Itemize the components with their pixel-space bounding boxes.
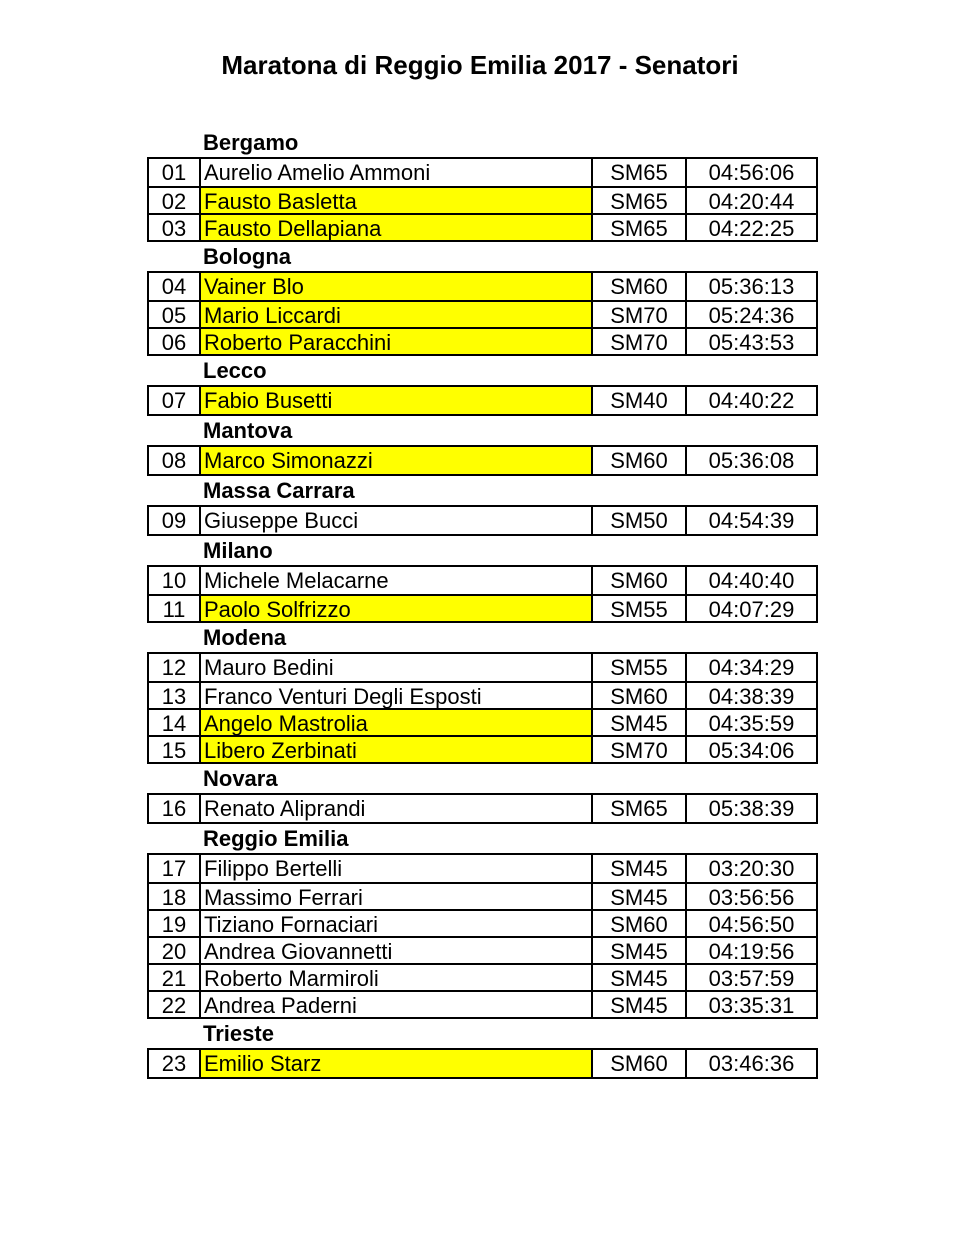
runner-name: Marco Simonazzi: [201, 447, 593, 474]
finish-time: 04:56:06: [708, 160, 795, 185]
row-number: 10: [149, 567, 201, 594]
group-header: Lecco: [203, 358, 267, 383]
row-number: 16: [149, 795, 201, 822]
row-number: 22: [149, 992, 201, 1017]
runner-name: Andrea Giovannetti: [201, 938, 593, 963]
group-block: [147, 565, 818, 623]
category: SM45: [593, 710, 687, 735]
group-block: [147, 652, 818, 764]
finish-time: 04:19:56: [708, 939, 795, 963]
row-number: 15: [149, 737, 201, 762]
finish-time: 04:34:29: [708, 655, 795, 680]
row-number: 02: [149, 188, 201, 213]
runner-name: Michele Melacarne: [201, 567, 593, 594]
table-row: [149, 567, 816, 594]
table-row: [149, 909, 816, 936]
table-row: [149, 936, 816, 963]
group-block: [147, 385, 818, 416]
runner-name: Renato Aliprandi: [201, 795, 593, 822]
category: SM65: [593, 159, 687, 186]
row-number: 03: [149, 215, 201, 240]
group-block: [147, 157, 818, 242]
group-block: [147, 271, 818, 356]
runner-name: Roberto Marmiroli: [201, 965, 593, 990]
runner-name: Massimo Ferrari: [201, 884, 593, 909]
table-row: [149, 159, 816, 186]
table-row: [149, 327, 816, 354]
finish-time: 03:46:36: [708, 1051, 795, 1076]
finish-time: 05:34:06: [708, 738, 795, 762]
table-row: [149, 213, 816, 240]
group-header: Mantova: [203, 418, 293, 443]
category: SM60: [593, 683, 687, 708]
table-row: [149, 990, 816, 1017]
row-number: 17: [149, 855, 201, 882]
finish-time: 04:35:59: [708, 711, 795, 735]
runner-name: Roberto Paracchini: [201, 329, 593, 354]
group-header: Milano: [203, 538, 273, 563]
table-row: [149, 507, 816, 534]
runner-name: Angelo Mastrolia: [201, 710, 593, 735]
category: SM45: [593, 855, 687, 882]
runner-name: Libero Zerbinati: [201, 737, 593, 762]
row-number: 11: [149, 596, 201, 621]
table-row: [149, 963, 816, 990]
finish-time: 05:43:53: [708, 330, 795, 354]
results-table: [147, 128, 818, 1079]
runner-name: Fabio Busetti: [201, 387, 593, 414]
finish-time: 05:36:08: [708, 448, 795, 473]
runner-name: Franco Venturi Degli Esposti: [201, 683, 593, 708]
table-row: [149, 681, 816, 708]
group-header: Reggio Emilia: [203, 826, 349, 851]
table-row: [149, 708, 816, 735]
row-number: 13: [149, 683, 201, 708]
runner-name: Andrea Paderni: [201, 992, 593, 1017]
category: SM70: [593, 737, 687, 762]
category: SM60: [593, 1050, 687, 1077]
group-header: Modena: [203, 625, 287, 650]
finish-time: 04:20:44: [708, 189, 795, 213]
row-number: 08: [149, 447, 201, 474]
category: SM45: [593, 938, 687, 963]
category: SM45: [593, 992, 687, 1017]
category: SM50: [593, 507, 687, 534]
row-number: 01: [149, 159, 201, 186]
group-header: Massa Carrara: [203, 478, 355, 503]
row-number: 06: [149, 329, 201, 354]
group-header: Trieste: [203, 1021, 274, 1046]
row-number: 14: [149, 710, 201, 735]
runner-name: Filippo Bertelli: [201, 855, 593, 882]
category: SM60: [593, 447, 687, 474]
runner-name: Mauro Bedini: [201, 654, 593, 681]
table-row: [149, 300, 816, 327]
table-row: [149, 795, 816, 822]
row-number: 04: [149, 273, 201, 300]
finish-time: 05:36:13: [708, 274, 795, 299]
group-header: Novara: [203, 766, 278, 791]
category: SM45: [593, 884, 687, 909]
runner-name: Paolo Solfrizzo: [201, 596, 593, 621]
table-row: [149, 1050, 816, 1077]
finish-time: 04:40:40: [708, 568, 795, 593]
finish-time: 04:56:50: [708, 912, 795, 936]
table-row: [149, 447, 816, 474]
finish-time: 03:35:31: [708, 993, 795, 1017]
finish-time: 03:57:59: [708, 966, 795, 990]
runner-name: Mario Liccardi: [201, 302, 593, 327]
table-row: [149, 735, 816, 762]
finish-time: 04:22:25: [708, 216, 795, 240]
category: SM65: [593, 795, 687, 822]
category: SM60: [593, 273, 687, 300]
row-number: 20: [149, 938, 201, 963]
group-block: [147, 505, 818, 536]
table-row: [149, 273, 816, 300]
category: SM55: [593, 654, 687, 681]
runner-name: Vainer Blo: [201, 273, 593, 300]
category: SM40: [593, 387, 687, 414]
finish-time: 03:20:30: [708, 856, 795, 881]
table-row: [149, 594, 816, 621]
table-row: [149, 186, 816, 213]
finish-time: 04:40:22: [708, 388, 795, 413]
row-number: 23: [149, 1050, 201, 1077]
runner-name: Aurelio Amelio Ammoni: [201, 159, 593, 186]
row-number: 18: [149, 884, 201, 909]
finish-time: 04:38:39: [708, 684, 795, 708]
row-number: 21: [149, 965, 201, 990]
row-number: 05: [149, 302, 201, 327]
runner-name: Fausto Basletta: [201, 188, 593, 213]
category: SM70: [593, 302, 687, 327]
table-row: [149, 882, 816, 909]
runner-name: Emilio Starz: [201, 1050, 593, 1077]
category: SM60: [593, 567, 687, 594]
category: SM65: [593, 188, 687, 213]
group-header: Bologna: [203, 244, 291, 269]
runner-name: Giuseppe Bucci: [201, 507, 593, 534]
row-number: 12: [149, 654, 201, 681]
category: SM55: [593, 596, 687, 621]
row-number: 09: [149, 507, 201, 534]
page-title: Maratona di Reggio Emilia 2017 - Senatori: [221, 50, 739, 80]
category: SM65: [593, 215, 687, 240]
category: SM70: [593, 329, 687, 354]
group-block: [147, 853, 818, 1019]
finish-time: 03:56:56: [708, 885, 795, 909]
finish-time: 05:38:39: [708, 796, 795, 821]
group-block: [147, 793, 818, 824]
finish-time: 04:07:29: [708, 597, 795, 621]
row-number: 07: [149, 387, 201, 414]
table-row: [149, 855, 816, 882]
runner-name: Fausto Dellapiana: [201, 215, 593, 240]
category: SM45: [593, 965, 687, 990]
group-block: [147, 445, 818, 476]
group-header: Bergamo: [203, 130, 299, 155]
table-row: [149, 387, 816, 414]
runner-name: Tiziano Fornaciari: [201, 911, 593, 936]
finish-time: 04:54:39: [708, 508, 795, 533]
finish-time: 05:24:36: [708, 303, 795, 327]
group-block: [147, 1048, 818, 1079]
row-number: 19: [149, 911, 201, 936]
table-row: [149, 654, 816, 681]
category: SM60: [593, 911, 687, 936]
